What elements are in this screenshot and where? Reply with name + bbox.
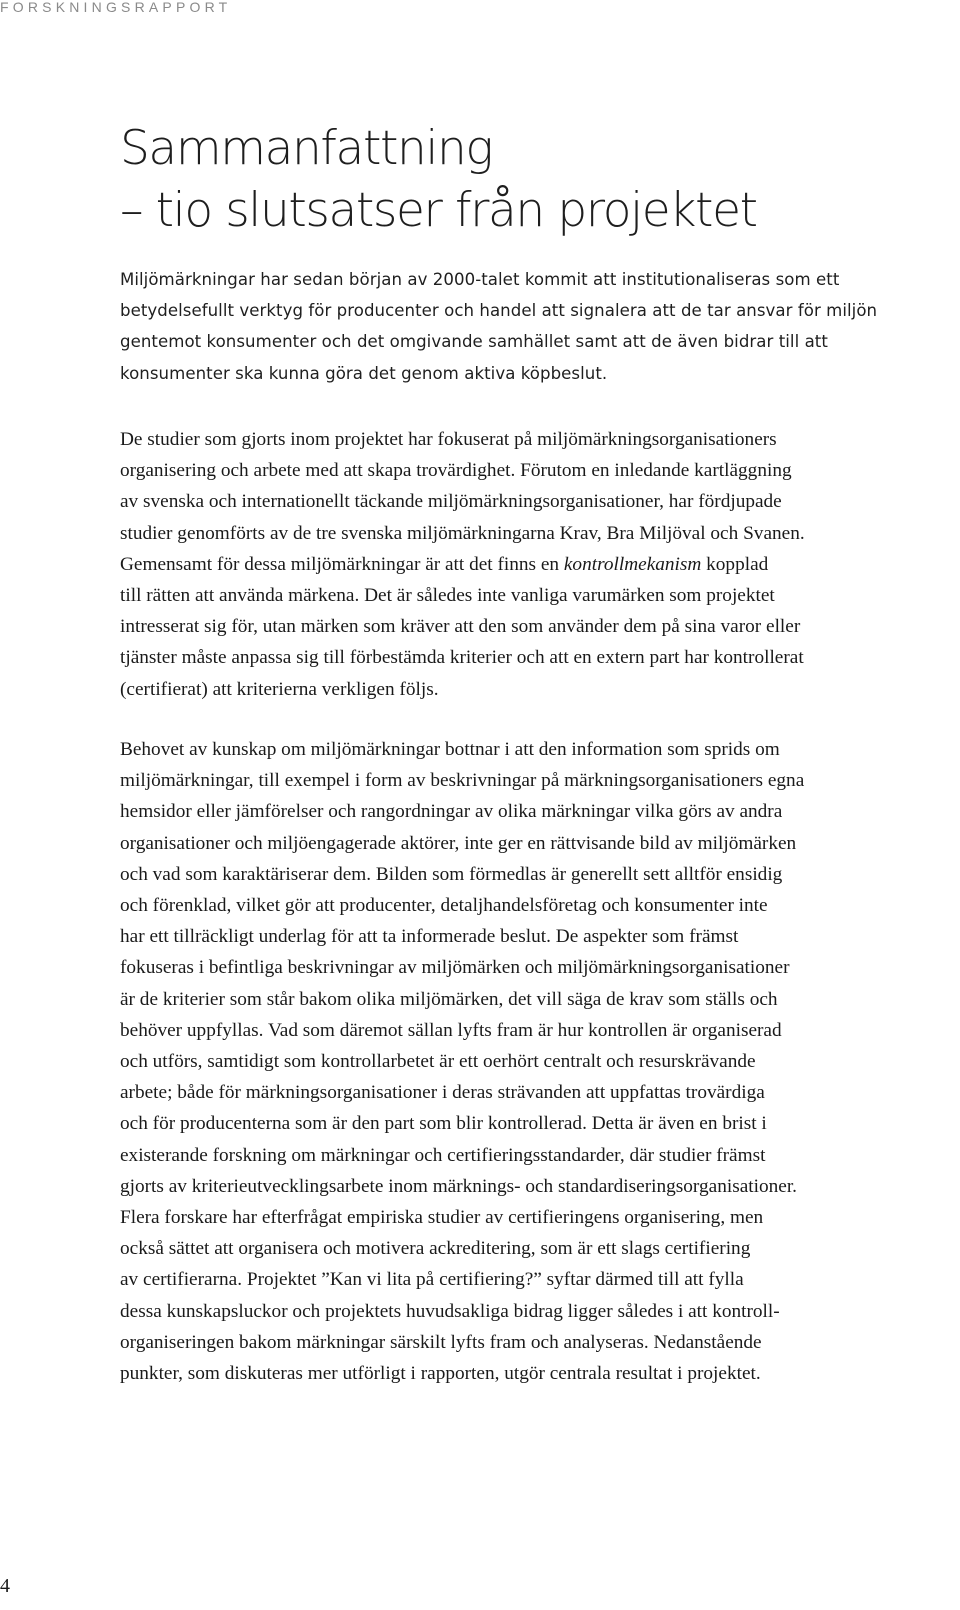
paragraph-line: av certifierarna. Projektet ”Kan vi lita på certifiering?” syftar därmed till att fylla [120, 1269, 744, 1291]
paragraph-line: organisationer och miljöengagerade aktörer, inte ger en rättvisande bild av miljömärken [120, 832, 797, 854]
paragraph-line: dessa kunskapsluckor och projektets huvudsakliga bidrag ligger således i att kontroll- [120, 1300, 780, 1322]
paragraph-line: Behovet av kunskap om miljömärkningar bottnar i att den information som sprids om [120, 739, 780, 760]
paragraph-line: (certifierat) att kriterierna verkligen följs. [120, 678, 439, 700]
paragraph-line: fokuseras i befintliga beskrivningar av miljömärken och miljömärkningsorganisationer [120, 957, 790, 979]
paragraph-line [120, 549, 940, 580]
body-paragraph-2 [120, 734, 940, 1389]
title-line-2: – tio slutsatser från projektet [120, 183, 757, 238]
paragraph-line: också sättet att organisera och motivera ackreditering, som är ett slags certifiering [120, 1238, 751, 1260]
paragraph-line: studier genomförts av de tre svenska miljömärkningarna Krav, Bra Miljöval och Svanen. [120, 522, 805, 544]
paragraph-line: och förenklad, vilket gör att producenter, detaljhandelsföretag och konsumenter inte [120, 895, 768, 917]
paragraph-line: behöver uppfyllas. Vad som däremot sällan lyfts fram är hur kontrollen är organiserad [120, 1019, 782, 1041]
paragraph-line: intresserat sig för, utan märken som kräver att den som använder dem på sina varor eller [120, 616, 801, 638]
paragraph-line: tjänster måste anpassa sig till förbestämda kriterier och att en extern part har kontrollerat [120, 647, 804, 669]
paragraph-line: har ett tillräckligt underlag för att ta informerade beslut. De aspekter som främst [120, 926, 739, 948]
paragraph-line: hemsidor eller jämförelser och rangordningar av olika märkningar vilka görs av andra [120, 801, 783, 823]
paragraph-line: punkter, som diskuteras mer utförligt i rapporten, utgör centrala resultat i projektet. [120, 1363, 761, 1385]
paragraph-line: existerande forskning om märkningar och certifieringsstandarder, där studier främst [120, 1144, 766, 1166]
paragraph-line: arbete; både för märkningsorganisationer i deras strävanden att uppfattas trovärdiga [120, 1082, 765, 1104]
line-text: Gemensamt för dessa miljömärkningar är att det finns en [120, 553, 564, 575]
paragraph-line: är de kriterier som står bakom olika miljömärken, det vill säga de krav som ställs och [120, 988, 778, 1010]
line-text: kopplad [701, 553, 769, 575]
emphasis-term: kontrollmekanism [563, 553, 702, 575]
paragraph-line: och för producenterna som är den part som blir kontrollerad. Detta är även en brist i [120, 1113, 767, 1135]
paragraph-line: organiseringen bakom märkningar särskilt lyfts fram och analyseras. Nedanstående [120, 1331, 762, 1353]
title-line-1: Sammanfattning [120, 121, 493, 176]
paragraph-line: De studier som gjorts inom projektet har fokuserat på miljömärkningsorganisationers [120, 429, 777, 450]
paragraph-line: Flera forskare har efterfrågat empiriska studier av certifieringens organisering, men [120, 1207, 764, 1229]
paragraph-line: till rätten att använda märkena. Det är således inte vanliga varumärken som projektet [120, 585, 775, 607]
paragraph-line: miljömärkningar, till exempel i form av beskrivningar på märkningsorganisationers egna [120, 770, 805, 792]
running-header: FORSKNINGSRAPPORT [0, 0, 232, 15]
paragraph-line: av svenska och internationellt täckande miljömärkningsorganisationer, har fördjupade [120, 491, 782, 513]
paragraph-line: organisering och arbete med att skapa trovärdighet. Förutom en inledande kartläggning [120, 460, 792, 482]
page-title [120, 118, 920, 242]
paragraph-line: och vad som karaktäriserar dem. Bilden som förmedlas är generellt sett alltför ensidig [120, 863, 783, 885]
lead-paragraph: Miljömärkningar har sedan början av 2000-talet kommit att institutionaliseras som ett betydelsefullt verktyg för producenter och handel att signalera att de tar ansvar för miljön gentemot konsumenter och det omgivande samhället samt att de även bidrar till att konsumenter ska kunna göra det genom aktiva köpbeslut. [120, 270, 878, 383]
page-number: 4 [0, 1575, 10, 1597]
paragraph-line: och utförs, samtidigt som kontrollarbetet är ett oerhört centralt och resurskrävande [120, 1051, 756, 1073]
body-paragraph-1 [120, 424, 940, 705]
paragraph-line: gjorts av kriterieutvecklingsarbete inom märknings- och standardiseringsorganisationer. [120, 1175, 797, 1197]
